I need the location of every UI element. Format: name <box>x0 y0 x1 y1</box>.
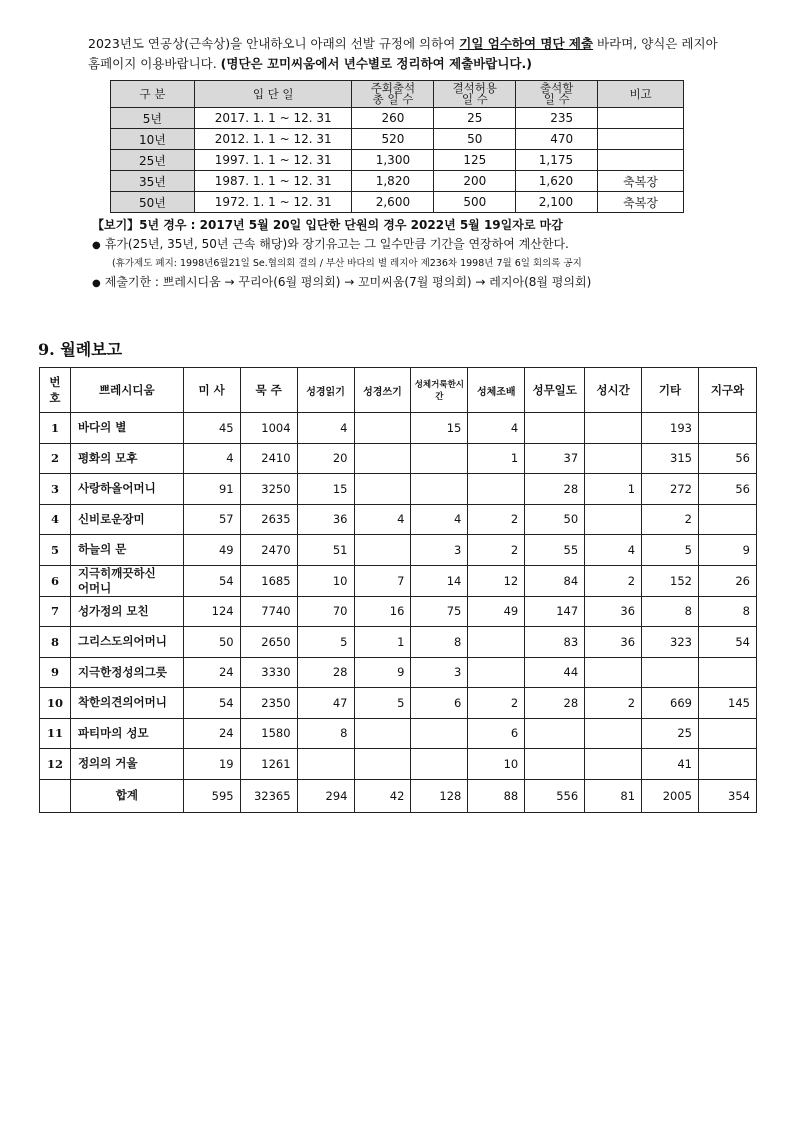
report-value: 70 <box>297 596 354 627</box>
table-row <box>40 443 757 474</box>
report-value <box>698 413 756 444</box>
report-value: 5 <box>354 688 411 719</box>
report-value: 49 <box>468 596 525 627</box>
report-value: 1580 <box>240 718 297 749</box>
award-cell-required: 235 <box>516 108 598 129</box>
report-value: 12 <box>468 565 525 596</box>
report-value: 152 <box>642 565 699 596</box>
award-cell-note <box>598 150 684 171</box>
report-value: 2 <box>468 688 525 719</box>
report-value <box>354 443 411 474</box>
report-value: 37 <box>525 443 585 474</box>
award-cell-required: 470 <box>516 129 598 150</box>
total-value: 128 <box>411 779 468 812</box>
award-cell-note: 축복장 <box>598 192 684 213</box>
report-value: 5 <box>642 535 699 566</box>
award-cell-cat: 35년 <box>111 171 195 192</box>
report-header-10: 기타 <box>642 368 699 413</box>
report-header-1: 쁘레시디움 <box>70 368 183 413</box>
total-number-cell <box>40 779 71 812</box>
award-criteria-table <box>110 80 684 213</box>
award-cell-note <box>598 108 684 129</box>
report-value <box>585 413 642 444</box>
notes-block <box>92 215 732 293</box>
report-value: 8 <box>411 627 468 658</box>
example-note: 【보기】5년 경우 : 2017년 5월 20일 입단한 단원의 경우 2022년 5월 19일자로 마감 <box>92 218 563 232</box>
award-cell-note <box>598 129 684 150</box>
note-deadline-text: 제출기한 : 쁘레시디움 → 꾸리아(6월 평의회) → 꼬미씨움(7월 평의회) → 레지아(8월 평의회) <box>104 275 592 289</box>
note-leave-sub: (휴가제도 폐지: 1998년6월21일 Se.협의회 결의 / 부산 바다의 별 레지아 제236차 1998년 7월 6일 회의록 공지 <box>112 258 582 269</box>
report-value: 41 <box>642 749 699 780</box>
report-value: 145 <box>698 688 756 719</box>
row-number: 8 <box>40 627 71 658</box>
row-number: 3 <box>40 474 71 505</box>
report-value: 1 <box>468 443 525 474</box>
report-value: 2350 <box>240 688 297 719</box>
report-value: 1261 <box>240 749 297 780</box>
report-value: 56 <box>698 474 756 505</box>
award-header-0: 구 분 <box>111 81 195 108</box>
report-value <box>585 657 642 688</box>
report-value: 9 <box>698 535 756 566</box>
report-header-3: 묵 주 <box>240 368 297 413</box>
report-value <box>585 443 642 474</box>
award-row <box>111 192 684 213</box>
report-value: 2 <box>642 504 699 535</box>
report-value: 57 <box>183 504 240 535</box>
report-value: 9 <box>354 657 411 688</box>
table-row <box>40 596 757 627</box>
report-header-9: 성시간 <box>585 368 642 413</box>
report-value <box>525 718 585 749</box>
report-value: 16 <box>354 596 411 627</box>
report-value <box>297 749 354 780</box>
report-header-11: 지구와 <box>698 368 756 413</box>
award-header-4: 출석할 일 수 <box>516 81 598 108</box>
award-header-5: 비고 <box>598 81 684 108</box>
note-deadline <box>92 273 732 293</box>
report-value: 28 <box>525 688 585 719</box>
report-value <box>525 413 585 444</box>
report-value: 272 <box>642 474 699 505</box>
intro-text-1: 2023년도 연공상(근속상)을 안내하오니 아래의 선발 규정에 의하여 <box>88 36 460 51</box>
award-cell-absence: 500 <box>434 192 516 213</box>
award-cell-cat: 10년 <box>111 129 195 150</box>
total-value: 81 <box>585 779 642 812</box>
row-number: 12 <box>40 749 71 780</box>
report-value: 3250 <box>240 474 297 505</box>
report-value: 4 <box>468 413 525 444</box>
report-value: 47 <box>297 688 354 719</box>
report-value: 2 <box>585 688 642 719</box>
total-value: 88 <box>468 779 525 812</box>
report-value <box>585 718 642 749</box>
award-cell-absence: 25 <box>434 108 516 129</box>
presidium-name: 정의의 거울 <box>70 749 183 780</box>
note-leave-text: 휴가(25년, 35년, 50년 근속 해당)와 장기유고는 그 일수만큼 기간을 연장하여 계산한다. <box>104 237 569 251</box>
award-row <box>111 129 684 150</box>
award-cell-period: 1987. 1. 1 ~ 12. 31 <box>194 171 352 192</box>
award-cell-cat: 5년 <box>111 108 195 129</box>
total-value: 42 <box>354 779 411 812</box>
report-value: 2650 <box>240 627 297 658</box>
report-value: 5 <box>297 627 354 658</box>
award-cell-total: 260 <box>352 108 434 129</box>
report-value: 26 <box>698 565 756 596</box>
table-row <box>40 627 757 658</box>
report-value <box>411 718 468 749</box>
note-leave <box>92 235 732 255</box>
report-value: 15 <box>411 413 468 444</box>
row-number: 2 <box>40 443 71 474</box>
table-row <box>40 504 757 535</box>
report-value: 75 <box>411 596 468 627</box>
award-cell-cat: 25년 <box>111 150 195 171</box>
presidium-name: 바다의 별 <box>70 413 183 444</box>
report-value: 54 <box>183 688 240 719</box>
report-value: 10 <box>468 749 525 780</box>
report-value: 51 <box>297 535 354 566</box>
row-number: 7 <box>40 596 71 627</box>
report-value: 4 <box>297 413 354 444</box>
report-value <box>411 749 468 780</box>
table-row <box>40 413 757 444</box>
report-value: 4 <box>585 535 642 566</box>
report-value: 1 <box>354 627 411 658</box>
table-row <box>40 718 757 749</box>
intro-emphasis: 기일 엄수하여 명단 제출 <box>459 36 594 51</box>
report-value <box>585 504 642 535</box>
award-cell-required: 1,175 <box>516 150 598 171</box>
report-value <box>698 657 756 688</box>
report-value: 36 <box>585 627 642 658</box>
report-value: 4 <box>354 504 411 535</box>
intro-paragraph <box>88 34 728 74</box>
report-value <box>354 749 411 780</box>
report-value: 1685 <box>240 565 297 596</box>
report-value: 8 <box>642 596 699 627</box>
award-cell-period: 2017. 1. 1 ~ 12. 31 <box>194 108 352 129</box>
report-value: 45 <box>183 413 240 444</box>
report-value <box>642 657 699 688</box>
report-header-8: 성무일도 <box>525 368 585 413</box>
report-value: 3330 <box>240 657 297 688</box>
presidium-name: 그리스도의어머니 <box>70 627 183 658</box>
report-header-7: 성체조배 <box>468 368 525 413</box>
award-cell-cat: 50년 <box>111 192 195 213</box>
table-row <box>40 688 757 719</box>
report-value: 20 <box>297 443 354 474</box>
report-value: 6 <box>468 718 525 749</box>
report-value <box>525 749 585 780</box>
report-value: 1004 <box>240 413 297 444</box>
total-label: 합계 <box>70 779 183 812</box>
award-cell-total: 520 <box>352 129 434 150</box>
report-value <box>698 749 756 780</box>
intro-bold-note: (명단은 꼬미씨움에서 년수별로 정리하여 제출바랍니다.) <box>220 56 532 71</box>
report-value: 54 <box>183 565 240 596</box>
award-cell-note: 축복장 <box>598 171 684 192</box>
report-value: 55 <box>525 535 585 566</box>
row-number: 6 <box>40 565 71 596</box>
report-value: 669 <box>642 688 699 719</box>
report-value: 3 <box>411 657 468 688</box>
presidium-name: 지극한정성의그릇 <box>70 657 183 688</box>
report-value: 49 <box>183 535 240 566</box>
report-value <box>585 749 642 780</box>
report-header-5: 성경쓰기 <box>354 368 411 413</box>
award-header-2: 주회출석 총 일 수 <box>352 81 434 108</box>
presidium-name: 평화의 모후 <box>70 443 183 474</box>
report-value: 14 <box>411 565 468 596</box>
table-row <box>40 535 757 566</box>
report-value: 7740 <box>240 596 297 627</box>
report-value: 4 <box>411 504 468 535</box>
total-value: 294 <box>297 779 354 812</box>
total-value: 32365 <box>240 779 297 812</box>
report-value: 54 <box>698 627 756 658</box>
report-value <box>411 443 468 474</box>
report-value: 3 <box>411 535 468 566</box>
report-value <box>698 504 756 535</box>
report-value: 15 <box>297 474 354 505</box>
award-cell-absence: 200 <box>434 171 516 192</box>
report-value: 7 <box>354 565 411 596</box>
total-value: 556 <box>525 779 585 812</box>
table-row <box>40 474 757 505</box>
report-value <box>354 474 411 505</box>
report-value: 50 <box>183 627 240 658</box>
award-cell-required: 2,100 <box>516 192 598 213</box>
report-value: 2 <box>468 504 525 535</box>
table-row <box>40 565 757 596</box>
report-value: 315 <box>642 443 699 474</box>
award-header-3: 결석허용 일 수 <box>434 81 516 108</box>
total-value: 354 <box>698 779 756 812</box>
report-value: 2410 <box>240 443 297 474</box>
report-value: 36 <box>585 596 642 627</box>
report-value: 1 <box>585 474 642 505</box>
total-value: 595 <box>183 779 240 812</box>
report-value: 28 <box>525 474 585 505</box>
report-value: 84 <box>525 565 585 596</box>
report-value: 50 <box>525 504 585 535</box>
award-row <box>111 150 684 171</box>
presidium-name: 지극히깨끗하신 어머니 <box>70 565 183 596</box>
report-value: 83 <box>525 627 585 658</box>
report-value: 8 <box>698 596 756 627</box>
award-cell-absence: 125 <box>434 150 516 171</box>
report-value: 36 <box>297 504 354 535</box>
report-value: 323 <box>642 627 699 658</box>
report-value <box>698 718 756 749</box>
report-header-6: 성체거룩한시간 <box>411 368 468 413</box>
report-value: 91 <box>183 474 240 505</box>
report-value <box>411 474 468 505</box>
presidium-name: 신비로운장미 <box>70 504 183 535</box>
award-cell-required: 1,620 <box>516 171 598 192</box>
report-value <box>468 657 525 688</box>
bullet-icon: ● <box>92 240 101 251</box>
report-value: 25 <box>642 718 699 749</box>
row-number: 4 <box>40 504 71 535</box>
award-cell-total: 2,600 <box>352 192 434 213</box>
row-number: 9 <box>40 657 71 688</box>
award-header-1: 입 단 일 <box>194 81 352 108</box>
report-header-0: 번 호 <box>40 368 71 413</box>
report-value: 2 <box>585 565 642 596</box>
presidium-name: 하늘의 문 <box>70 535 183 566</box>
report-value: 147 <box>525 596 585 627</box>
award-cell-absence: 50 <box>434 129 516 150</box>
report-value: 24 <box>183 718 240 749</box>
report-value: 2 <box>468 535 525 566</box>
report-header-4: 성경읽기 <box>297 368 354 413</box>
bullet-icon: ● <box>92 278 101 289</box>
intro-text-2: 바라며, 양식은 레지아 홈페이지 이용바랍니다. <box>88 36 718 71</box>
award-cell-period: 2012. 1. 1 ~ 12. 31 <box>194 129 352 150</box>
report-value: 56 <box>698 443 756 474</box>
table-row <box>40 749 757 780</box>
report-value <box>354 718 411 749</box>
total-value: 2005 <box>642 779 699 812</box>
report-value: 44 <box>525 657 585 688</box>
row-number: 10 <box>40 688 71 719</box>
presidium-name: 파티마의 성모 <box>70 718 183 749</box>
report-value: 8 <box>297 718 354 749</box>
table-row <box>40 657 757 688</box>
presidium-name: 사랑하올어머니 <box>70 474 183 505</box>
section-title: 9. 월례보고 <box>38 340 123 359</box>
row-number: 5 <box>40 535 71 566</box>
total-row <box>40 779 757 812</box>
award-row <box>111 108 684 129</box>
report-value: 2470 <box>240 535 297 566</box>
row-number: 11 <box>40 718 71 749</box>
report-header-2: 미 사 <box>183 368 240 413</box>
award-cell-period: 1972. 1. 1 ~ 12. 31 <box>194 192 352 213</box>
report-value: 6 <box>411 688 468 719</box>
award-cell-total: 1,300 <box>352 150 434 171</box>
report-value: 28 <box>297 657 354 688</box>
award-cell-period: 1997. 1. 1 ~ 12. 31 <box>194 150 352 171</box>
report-value: 193 <box>642 413 699 444</box>
report-value: 4 <box>183 443 240 474</box>
award-cell-total: 1,820 <box>352 171 434 192</box>
presidium-name: 착한의견의어머니 <box>70 688 183 719</box>
report-value: 2635 <box>240 504 297 535</box>
report-value: 124 <box>183 596 240 627</box>
report-value <box>354 413 411 444</box>
report-value <box>468 474 525 505</box>
report-value: 10 <box>297 565 354 596</box>
report-value <box>468 627 525 658</box>
award-row <box>111 171 684 192</box>
report-value: 24 <box>183 657 240 688</box>
presidium-name: 성가정의 모친 <box>70 596 183 627</box>
report-value <box>354 535 411 566</box>
report-value: 19 <box>183 749 240 780</box>
monthly-report-table <box>39 367 757 813</box>
row-number: 1 <box>40 413 71 444</box>
